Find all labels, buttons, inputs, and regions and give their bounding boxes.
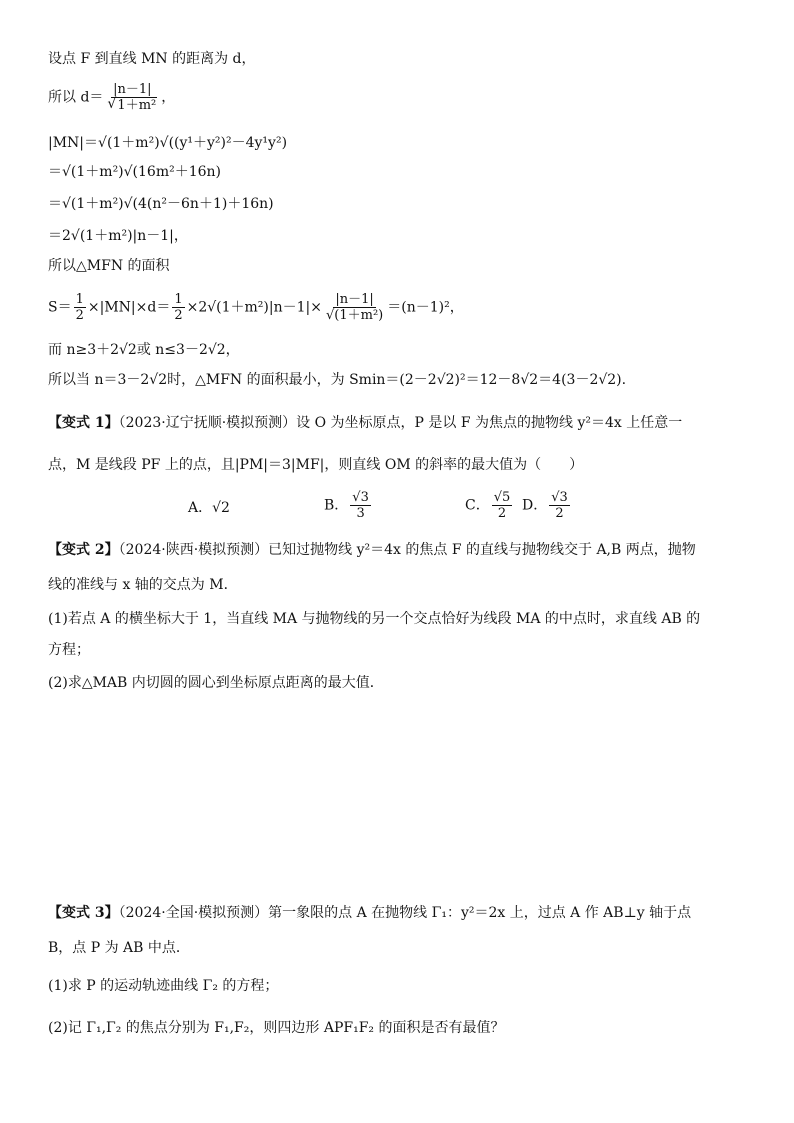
solution-line-step3: ＝√(1＋m²)√(4(n²－6n＋1)＋16n) [48, 196, 274, 212]
variant1-text1: 设 O 为坐标原点，P 是以 F 为焦点的抛物线 y²＝4x 上任意一 [296, 415, 683, 431]
variant1-option-a: A．√2 [188, 500, 230, 516]
solution-line-area-intro: 所以△MFN 的面积 [48, 258, 170, 274]
variant2-line1 [48, 540, 696, 560]
variant1-option-d: D． $\frac{√3}{2}$ [522, 490, 568, 521]
half-fraction-1: $\frac{1}{2}$ [75, 292, 84, 323]
solution-line-step4: ＝2√(1＋m²)|n－1|， [48, 228, 188, 244]
variant3-tag: 【变式 3】 [48, 905, 119, 921]
variant3-line1 [48, 903, 691, 923]
variant1-tag: 【变式 1】 [48, 415, 119, 431]
solution-line-distance: 设点 F 到直线 MN 的距离为 d， [48, 51, 256, 67]
d-denominator: √ 1＋m² [105, 98, 159, 113]
variant1-option-c: C． $\frac{√5}{2}$ [465, 490, 511, 521]
solution-line-n-range: 而 n≥3＋2√2或 n≤3－2√2， [48, 342, 240, 358]
variant2-q1-line1: (1)若点 A 的横坐标大于 1，当直线 MA 与抛物线的另一个交点恰好为线段 MA 的中点时，求直线 AB 的 [48, 611, 701, 627]
variant3-line2: B，点 P 为 AB 中点． [48, 940, 190, 956]
variant1-line2: 点，M 是线段 PF 上的点，且|PM|＝3|MF|，则直线 OM 的斜率的最大值为（ ） [48, 457, 584, 473]
variant3-text1: 第一象限的点 A 在抛物线 Γ₁：y²＝2x 上，过点 A 作 AB⊥y 轴于点 [268, 905, 692, 921]
d-prefix: 所以 d＝ [48, 89, 104, 106]
variant2-q1-line2: 方程； [48, 642, 90, 658]
solution-line-step2: ＝√(1＋m²)√(16m²＋16n) [48, 164, 222, 180]
variant1-option-b: B． $\frac{√3}{3}$ [324, 490, 369, 521]
variant3-q2: (2)记 Γ₁,Γ₂ 的焦点分别为 F₁,F₂，则四边形 APF₁F₂ 的面积是否有最值？ [48, 1020, 505, 1036]
area-fraction: $\frac{|n-1|}{\text{√(1＋m²)}}$ [325, 292, 384, 323]
half-fraction-2: $\frac{1}{2}$ [174, 292, 183, 323]
solution-line-d-formula: 所以 d＝ |n－1| √ 1＋m² ， [48, 82, 175, 113]
variant2-tag: 【变式 2】 [48, 542, 119, 558]
variant2-source: （2024·陕西·模拟预测） [118, 542, 269, 558]
variant2-text1: 已知过抛物线 y²＝4x 的焦点 F 的直线与抛物线交于 A,B 两点，抛物 [268, 542, 696, 558]
variant1-line1 [48, 413, 682, 433]
solution-line-area-formula: S＝ $\frac{1}{2}$ ×|MN|×d＝ $\frac{1}{2}$ ×2√(1＋m²)|n－1|× $\frac{|n-1|}{\text{√(1＋m²)}}$ ＝(n－1)²， [48, 292, 464, 323]
variant3-source: （2024·全国·模拟预测） [118, 905, 269, 921]
variant2-line2: 线的准线与 x 轴的交点为 M． [48, 577, 238, 593]
solution-line-conclusion: 所以当 n＝3－2√2时，△MFN 的面积最小，为 Smin＝(2－2√2)²＝12－8√2＝4(3－2√2). [48, 372, 627, 388]
d-fraction [105, 82, 159, 113]
variant3-q1: (1)求 P 的运动轨迹曲线 Γ₂ 的方程； [48, 978, 279, 994]
d-numerator: |n－1| [113, 82, 152, 97]
variant2-q2: (2)求△MAB 内切圆的圆心到坐标原点距离的最大值． [48, 675, 384, 691]
variant1-source: （2023·辽宁抚顺·模拟预测） [118, 415, 297, 431]
solution-line-mn: |MN|＝√(1＋m²)√((y¹＋y²)²－4y¹y²) [48, 135, 288, 151]
